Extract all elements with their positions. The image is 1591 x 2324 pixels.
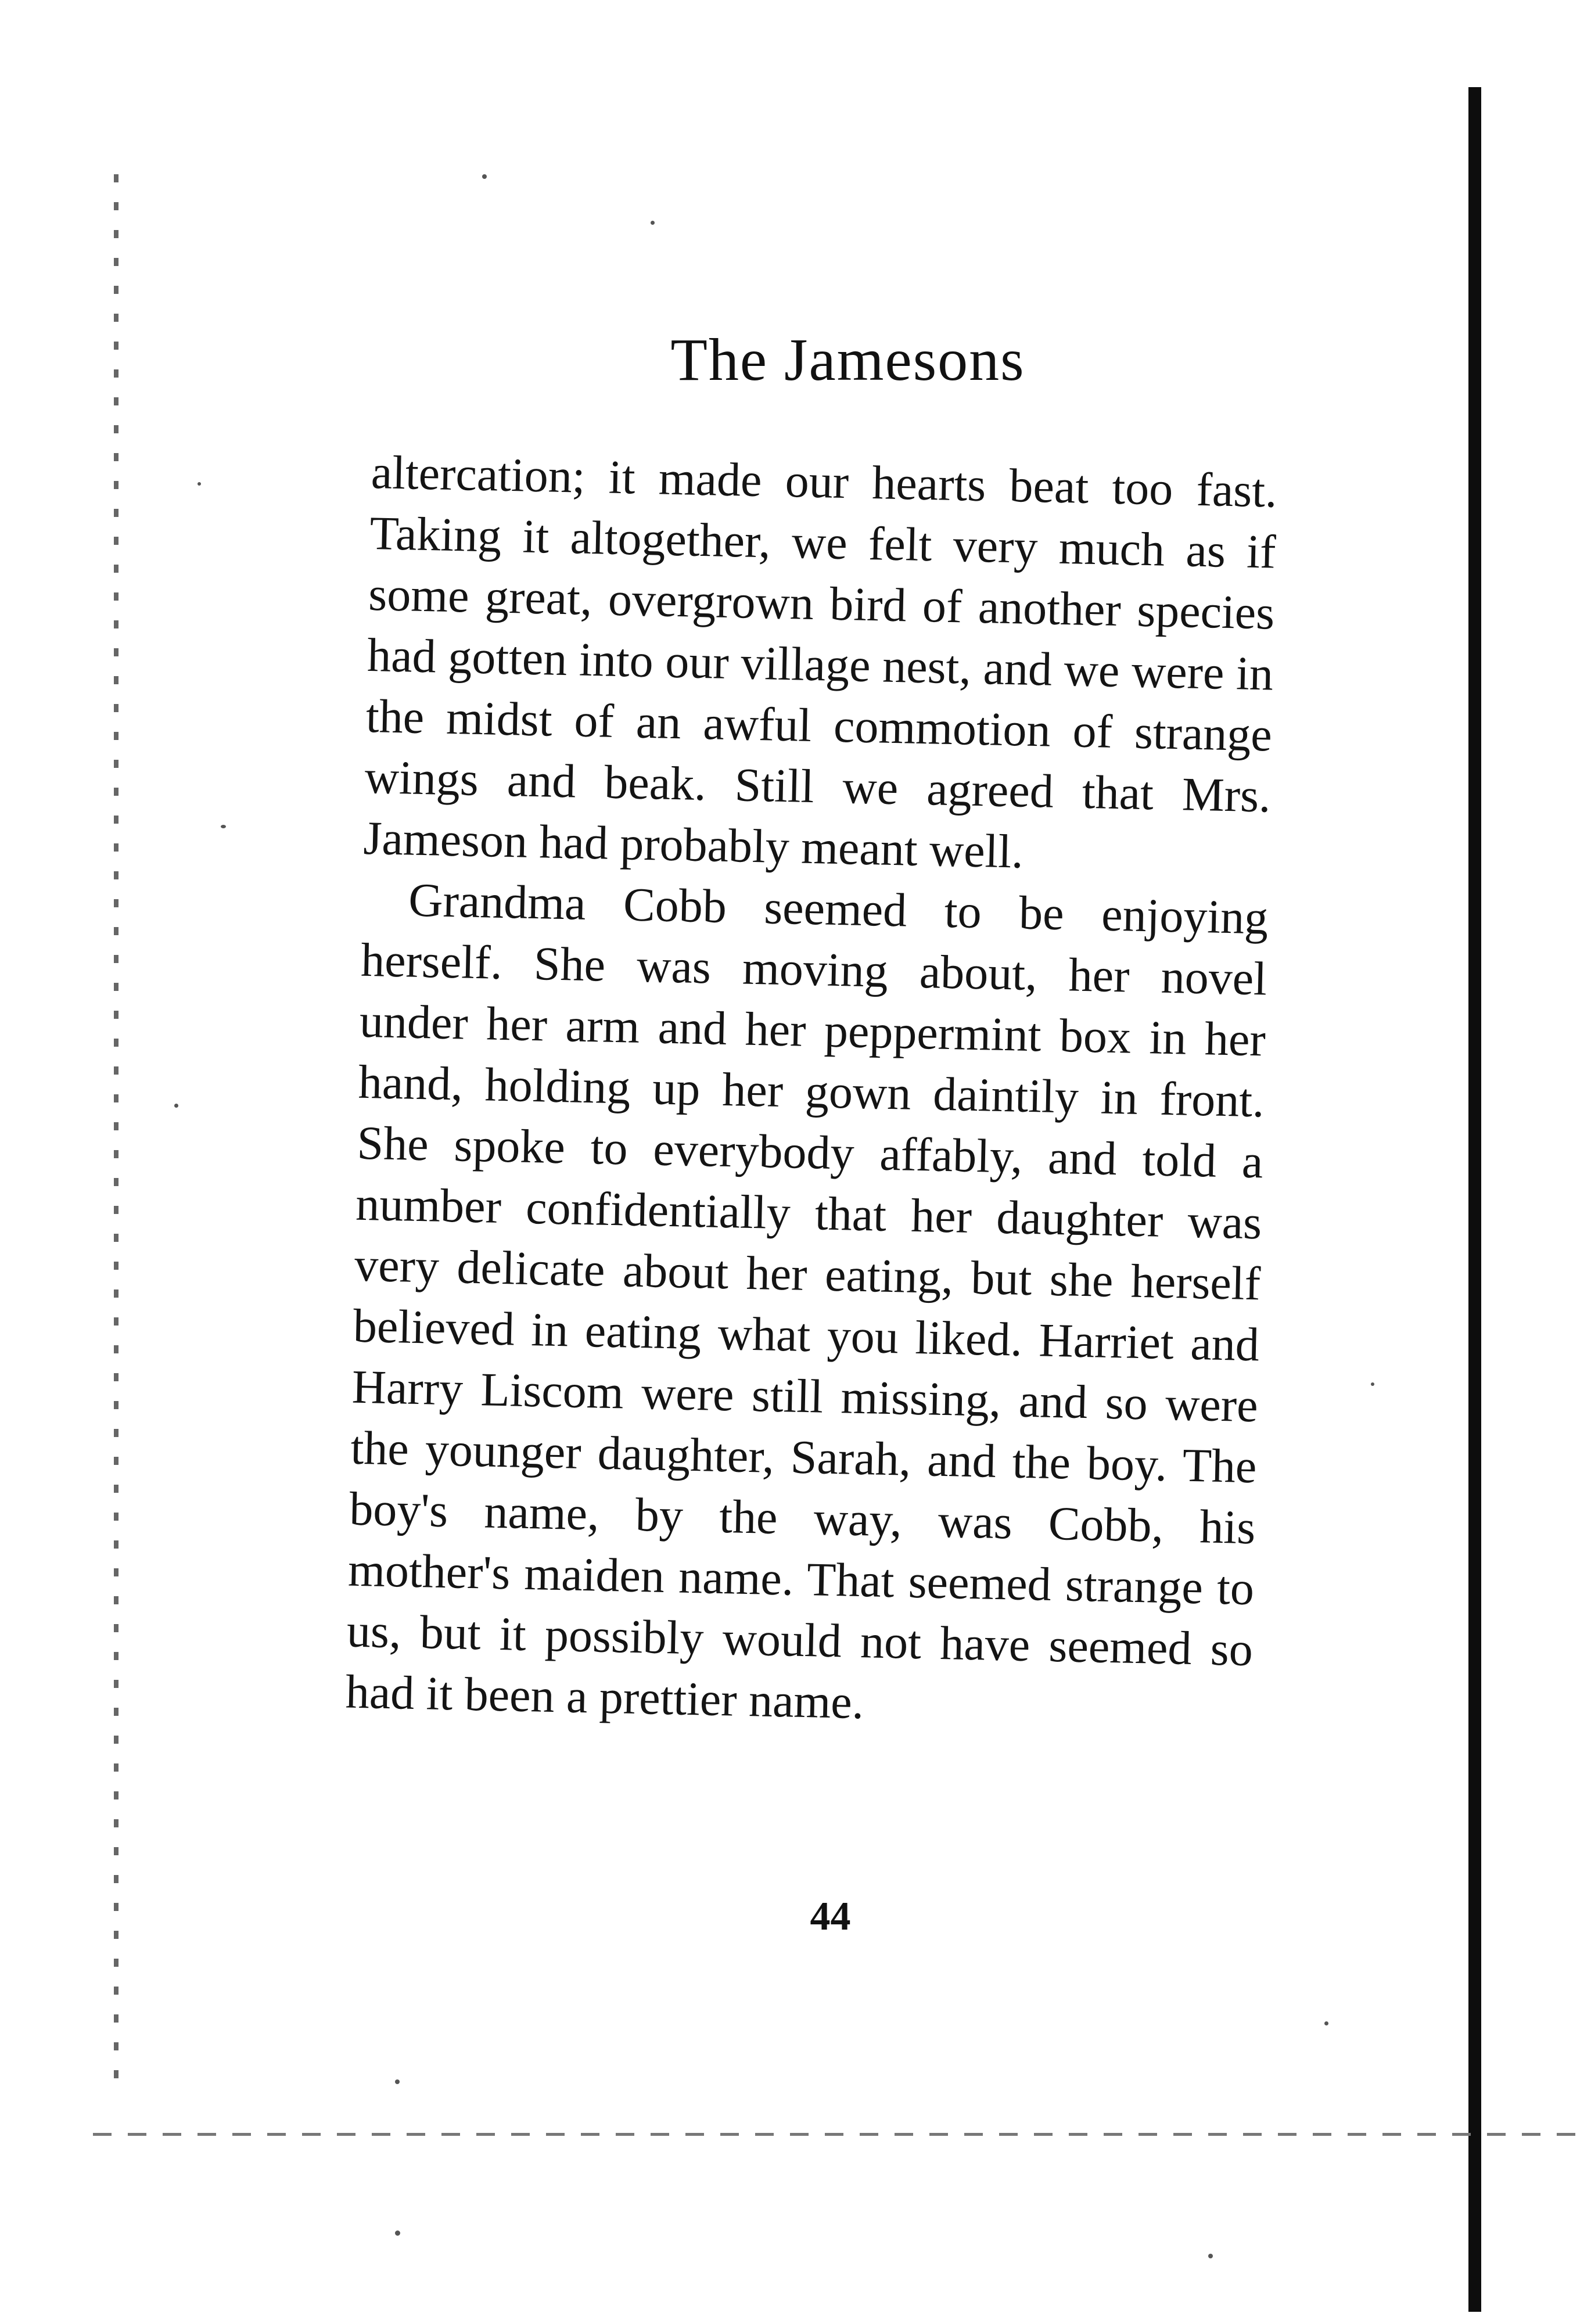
scan-speck: [395, 2230, 400, 2236]
running-head: The Jamesons: [670, 326, 1025, 393]
scan-speck: [174, 1104, 178, 1108]
scan-speck: [1371, 1382, 1374, 1386]
body-text: [345, 441, 1278, 1741]
scan-edge-bottom: [93, 2133, 1580, 2136]
scan-speck: [1208, 2254, 1213, 2258]
scan-speck: [651, 221, 655, 225]
scan-speck: [221, 825, 226, 828]
paragraph: Grandma Cobb seemed to be enjoying herself. She was moving about, her novel under her arm and her peppermint box in her hand, holding up her gown daintily in front. She spoke to everybody affably, and told a number confidentially that her daughter was very delicate about her eating, but she herself believed in eating what you liked. Harriet and Harry Liscom were still missing, and so were the younger daughter, Sarah, and the boy. The boy's name, by the way, was Cobb, his mother's maiden name. That seemed strange to us, but it possibly would not have seemed so had it been a prettier name.: [344, 873, 1269, 1729]
page-binding-edge: [1468, 87, 1481, 2312]
paragraph: altercation; it made our hearts beat too fast. Taking it altogether, we felt very much as if some great, overgrown bird of another species had gotten into our village nest, and we were in the midst of an awful commotion of strange wings and beak. Still we agreed that Mrs. Jameson had probably meant well.: [362, 445, 1278, 878]
scan-speck: [482, 174, 487, 179]
scan-edge-left: [114, 174, 118, 2091]
scan-speck: [395, 2079, 400, 2084]
scan-speck: [1324, 2021, 1328, 2025]
page-number: 44: [810, 1894, 851, 1939]
scan-speck: [197, 482, 201, 486]
